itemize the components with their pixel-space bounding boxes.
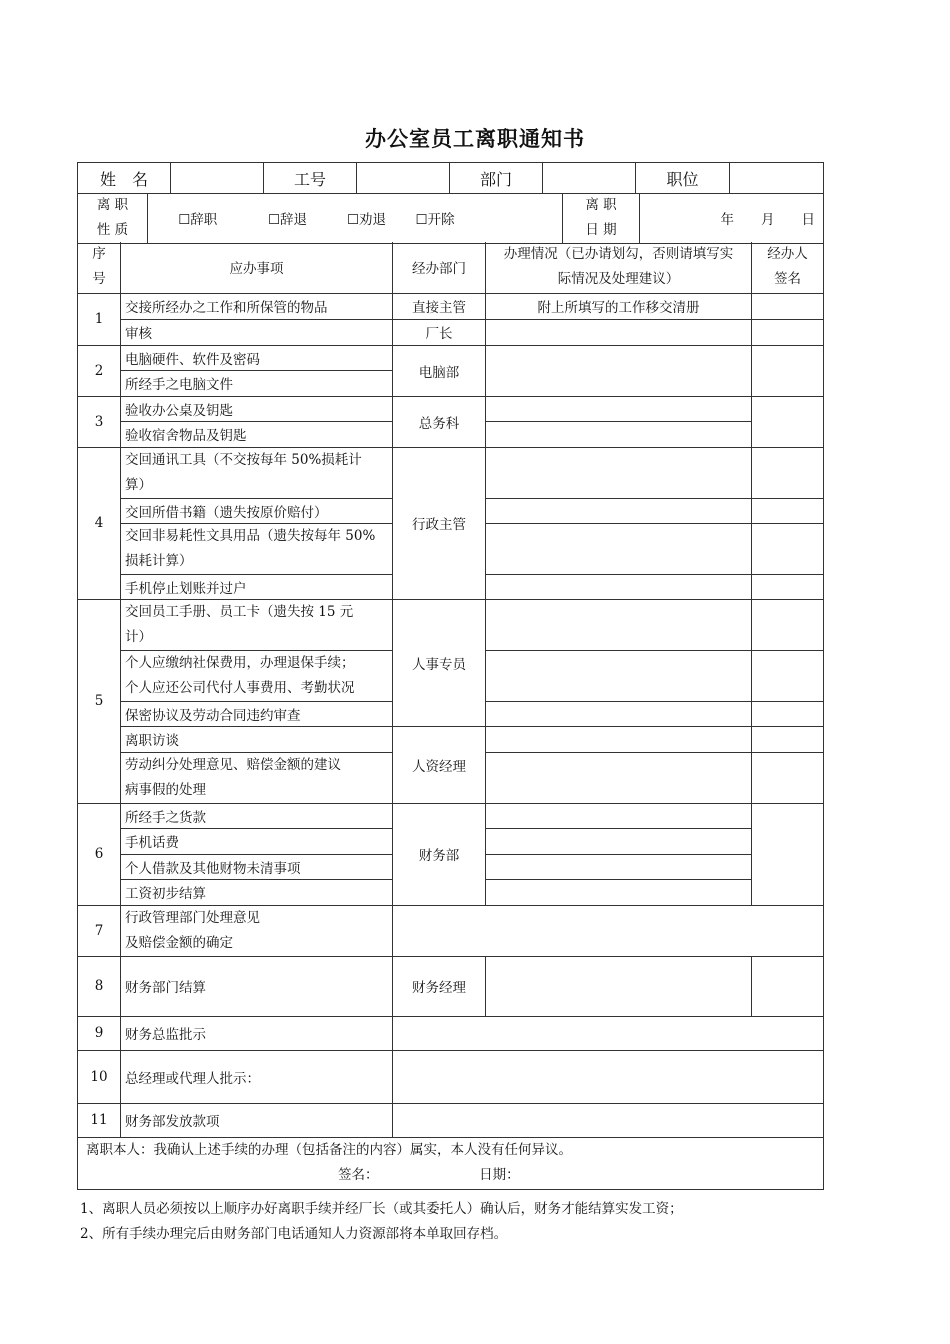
row-number: 5 bbox=[78, 599, 121, 803]
dept-cell: 直接主管 bbox=[393, 293, 486, 319]
status-cell[interactable] bbox=[486, 447, 752, 498]
signature-cell[interactable] bbox=[752, 498, 824, 523]
row-number: 7 bbox=[78, 905, 121, 956]
status-cell[interactable] bbox=[486, 396, 752, 421]
table-row: 审核 bbox=[121, 319, 393, 345]
table-row: 工资初步结算 bbox=[121, 879, 393, 905]
signature-cell[interactable] bbox=[752, 752, 824, 803]
signature-cell[interactable] bbox=[752, 319, 824, 345]
dept-cell: 总务科 bbox=[393, 396, 486, 447]
table-row: 交回非易耗性文具用品（遗失按每年 50% 损耗计算） bbox=[121, 523, 393, 574]
name-field[interactable] bbox=[171, 163, 264, 194]
table-row: 手机停止划账并过户 bbox=[121, 574, 393, 599]
status-cell[interactable] bbox=[486, 803, 752, 828]
table-row: 总经理或代理人批示： bbox=[121, 1050, 393, 1103]
employee-id-field[interactable] bbox=[357, 163, 450, 194]
table-row: 离职访谈 bbox=[121, 726, 393, 752]
table-row: 保密协议及劳动合同违约审查 bbox=[121, 701, 393, 726]
status-cell[interactable] bbox=[486, 574, 752, 599]
table-row: 手机话费 bbox=[121, 828, 393, 854]
row-number: 8 bbox=[78, 956, 121, 1016]
opinion-field[interactable] bbox=[393, 905, 824, 956]
status-cell[interactable] bbox=[486, 701, 752, 726]
table-row: 行政管理部门处理意见 及赔偿金额的确定 bbox=[121, 905, 393, 956]
signature-cell[interactable] bbox=[752, 650, 824, 701]
status-cell[interactable] bbox=[486, 854, 752, 879]
dept-cell: 电脑部 bbox=[393, 345, 486, 396]
signature-label: 签名： bbox=[338, 1167, 379, 1183]
table-row: 财务部发放款项 bbox=[121, 1103, 393, 1137]
approval-field[interactable] bbox=[393, 1050, 824, 1103]
row-number: 9 bbox=[78, 1016, 121, 1050]
date-label: 日期： bbox=[479, 1167, 520, 1183]
department-label: 部门 bbox=[450, 163, 543, 194]
table-row: 电脑硬件、软件及密码 bbox=[121, 345, 393, 370]
table-row: 个人应缴纳社保费用，办理退保手续； 个人应还公司代付人事费用、考勤状况 bbox=[121, 650, 393, 701]
signature-cell[interactable] bbox=[752, 803, 824, 905]
dept-cell: 人事专员 bbox=[393, 599, 486, 726]
dept-cell: 厂长 bbox=[393, 319, 486, 345]
col-header-seq: 序 号 bbox=[78, 242, 121, 293]
signature-cell[interactable] bbox=[752, 345, 824, 396]
status-cell[interactable] bbox=[486, 650, 752, 701]
col-header-dept: 经办部门 bbox=[393, 242, 486, 293]
status-cell[interactable] bbox=[486, 319, 752, 345]
table-row: 个人借款及其他财物未清事项 bbox=[121, 854, 393, 879]
status-cell[interactable] bbox=[486, 421, 752, 447]
signature-cell[interactable] bbox=[752, 574, 824, 599]
dept-cell: 行政主管 bbox=[393, 447, 486, 599]
col-header-item: 应办事项 bbox=[121, 242, 393, 293]
signature-cell[interactable] bbox=[752, 293, 824, 319]
status-cell[interactable] bbox=[486, 345, 752, 396]
row-number: 2 bbox=[78, 345, 121, 396]
approval-field[interactable] bbox=[393, 1016, 824, 1050]
option-dismiss-checkbox[interactable]: ☐辞退 bbox=[248, 193, 328, 244]
checklist-table bbox=[77, 242, 824, 1190]
signature-cell[interactable] bbox=[752, 956, 824, 1016]
status-cell[interactable]: 附上所填写的工作移交清册 bbox=[486, 293, 752, 319]
status-cell[interactable] bbox=[486, 752, 752, 803]
status-cell[interactable] bbox=[486, 879, 752, 905]
table-row: 交回所借书籍（遗失按原价赔付） bbox=[121, 498, 393, 523]
col-header-signature: 经办人 签名 bbox=[752, 242, 824, 293]
table-row: 验收宿舍物品及钥匙 bbox=[121, 421, 393, 447]
resignation-type-table bbox=[77, 193, 824, 244]
row-number: 4 bbox=[78, 447, 121, 599]
confirmation-cell bbox=[78, 1137, 824, 1189]
signature-cell[interactable] bbox=[752, 523, 824, 574]
table-row: 财务总监批示 bbox=[121, 1016, 393, 1050]
department-field[interactable] bbox=[543, 163, 636, 194]
signature-cell[interactable] bbox=[752, 396, 824, 447]
row-number: 6 bbox=[78, 803, 121, 905]
row-number: 1 bbox=[78, 293, 121, 345]
table-row: 所经手之电脑文件 bbox=[121, 370, 393, 396]
position-field[interactable] bbox=[730, 163, 824, 194]
table-row: 交回员工手册、员工卡（遗失按 15 元 计） bbox=[121, 599, 393, 650]
option-fire-checkbox[interactable]: ☐开除 bbox=[406, 193, 563, 244]
table-row: 财务部门结算 bbox=[121, 956, 393, 1016]
resignation-type-label: 离 职 性 质 bbox=[78, 193, 148, 244]
signature-cell[interactable] bbox=[752, 599, 824, 650]
status-cell[interactable] bbox=[486, 828, 752, 854]
status-cell[interactable] bbox=[486, 498, 752, 523]
dept-cell: 财务部 bbox=[393, 803, 486, 905]
position-label: 职位 bbox=[636, 163, 730, 194]
status-cell[interactable] bbox=[486, 523, 752, 574]
option-resign-checkbox[interactable]: ☐辞职 bbox=[148, 193, 248, 244]
status-cell[interactable] bbox=[486, 726, 752, 752]
row-number: 10 bbox=[78, 1050, 121, 1103]
name-label: 姓 名 bbox=[78, 163, 171, 194]
signature-cell[interactable] bbox=[752, 447, 824, 498]
leave-date-label: 离 职 日 期 bbox=[563, 193, 640, 244]
table-row: 劳动纠分处理意见、赔偿金额的建议 病事假的处理 bbox=[121, 752, 393, 803]
table-row: 交回通讯工具（不交按每年 50%损耗计 算） bbox=[121, 447, 393, 498]
confirmation-text: 离职本人：我确认上述手续的办理（包括备注的内容）属实，本人没有任何异议。 bbox=[86, 1142, 572, 1158]
col-header-status: 办理情况（已办请划勾，否则请填写实 际情况及处理建议） bbox=[486, 242, 752, 293]
note-1: 1、离职人员必须按以上顺序办好离职手续并经厂长（或其委托人）确认后，财务才能结算实发工资； bbox=[80, 1201, 683, 1217]
employee-info-table bbox=[77, 162, 824, 194]
status-cell[interactable] bbox=[486, 599, 752, 650]
leave-date-field[interactable]: 年 月 日 bbox=[640, 193, 824, 244]
dept-cell: 财务经理 bbox=[393, 956, 486, 1016]
table-row: 验收办公桌及钥匙 bbox=[121, 396, 393, 421]
dept-cell: 人资经理 bbox=[393, 726, 486, 803]
table-row: 交接所经办之工作和所保管的物品 bbox=[121, 293, 393, 319]
table-row: 所经手之货款 bbox=[121, 803, 393, 828]
signature-cell[interactable] bbox=[752, 701, 824, 726]
status-cell[interactable] bbox=[486, 956, 752, 1016]
note-2: 2、所有手续办理完后由财务部门电话通知人力资源部将本单取回存档。 bbox=[80, 1226, 508, 1242]
page-title: 办公室员工离职通知书 bbox=[365, 127, 585, 151]
row-number: 3 bbox=[78, 396, 121, 447]
signature-cell[interactable] bbox=[752, 726, 824, 752]
row-number: 11 bbox=[78, 1103, 121, 1137]
payment-field[interactable] bbox=[393, 1103, 824, 1137]
option-persuade-checkbox[interactable]: ☐劝退 bbox=[328, 193, 406, 244]
employee-id-label: 工号 bbox=[264, 163, 357, 194]
